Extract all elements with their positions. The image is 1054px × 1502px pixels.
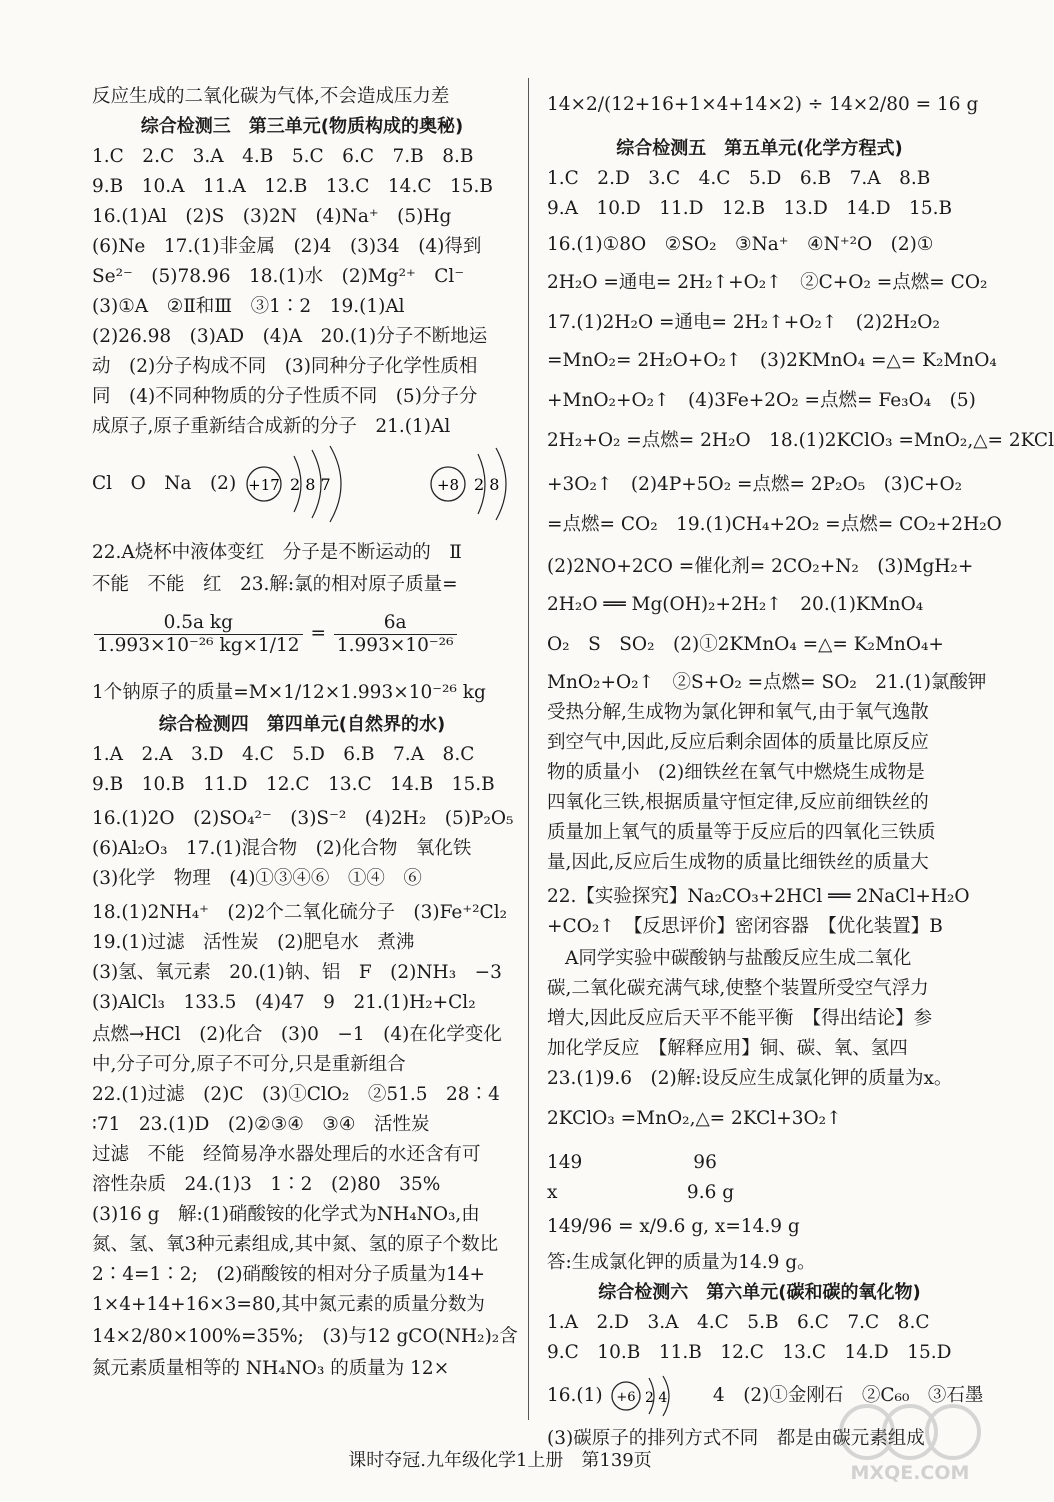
answer-line: 同 (4)不同种物质的分子性质不同 (5)分子分 [92, 386, 478, 407]
answer-line: =MnO₂= 2H₂O+O₂↑ (3)2KMnO₄ =△= K₂MnO₄ [547, 350, 997, 371]
answer-line: 四氧化三铁,根据质量守恒定律,反应前细铁丝的 [547, 792, 929, 813]
answer-line: 氮元素质量相等的 NH₄NO₃ 的质量为 12× [92, 1358, 450, 1379]
answer-line: 19.(1)过滤 活性炭 (2)肥皂水 煮沸 [92, 932, 415, 953]
answer-line: 1.A 2.A 3.D 4.C 5.D 6.B 7.A 8.C [92, 744, 475, 765]
answer-line: 2H₂O ══ Mg(OH)₂+2H₂↑ 20.(1)KMnO₄ [547, 594, 924, 615]
answer-line: 16.(1)①8O ②SO₂ ③Na⁺ ④N⁺²O (2)① [547, 234, 934, 255]
answer-line: 中,分子可分,原子不可分,只是重新组合 [92, 1054, 406, 1075]
nucleus-charge: +6 [615, 1390, 636, 1405]
answer-line: 22.【实验探究】Na₂CO₃+2HCl ══ 2NaCl+H₂O [547, 886, 970, 907]
answer-line: +CO₂↑ 【反思评价】密闭容器 【优化装置】B [547, 916, 943, 937]
oxygen-atom-diagram [426, 444, 546, 524]
answer-line: O₂ S SO₂ (2)①2KMnO₄ =△= K₂MnO₄+ [547, 634, 944, 655]
answer-line: 1×4+14+16×3=80,其中氮元素的质量分数为 [92, 1294, 485, 1315]
answer-line: 1.C 2.D 3.C 4.C 5.D 6.B 7.A 8.B [547, 168, 931, 189]
equation-line: 149 96 [547, 1152, 717, 1173]
fraction-denominator: 1.993×10⁻²⁶ kg×1/12 [97, 634, 300, 656]
fraction-numerator: 6a [334, 612, 457, 635]
answer-line: (2)26.98 (3)AD (4)A 20.(1)分子不断地运 [92, 326, 488, 347]
answer-line: (3)化学 物理 (4)①③④⑥ ①④ ⑥ [92, 868, 422, 889]
answer-line: 22.A烧杯中液体变红 分子是不断运动的 Ⅱ [92, 542, 462, 563]
watermark-emblem-icon [835, 1400, 985, 1464]
section-heading: 综合检测三 第三单元(物质构成的奥秘) [140, 116, 464, 137]
answer-line: 动 (2)分子构成不同 (3)同种分子化学性质相 [92, 356, 478, 377]
fraction [334, 612, 457, 657]
answer-line: 17.(1)2H₂O =通电= 2H₂↑+O₂↑ (2)2H₂O₂ [547, 312, 940, 333]
answer-line: 1.C 2.C 3.A 4.B 5.C 6.C 7.B 8.B [92, 146, 474, 167]
answer-line: 2∶4=1∶2; (2)硝酸铵的相对分子质量为14+ [92, 1264, 486, 1285]
fraction-numerator: 0.5a kg [94, 612, 303, 635]
answer-line: 22.(1)过滤 (2)C (3)①ClO₂ ②51.5 28∶4 [92, 1084, 500, 1105]
answer-line: Se²⁻ (5)78.96 18.(1)水 (2)Mg²⁺ Cl⁻ [92, 266, 465, 287]
answer-text: 4 (2)①金刚石 ②C₆₀ ③石墨 [694, 1385, 984, 1406]
answer-line: 1个钠原子的质量=M×1/12×1.993×10⁻²⁶ kg [92, 682, 486, 703]
answer-line: 9.A 10.D 11.D 12.B 13.D 14.D 15.B [547, 198, 953, 219]
section-heading: 综合检测六 第六单元(碳和碳的氧化物) [598, 1282, 921, 1303]
equation-line: x 9.6 g [547, 1182, 735, 1203]
answer-line: 质量加上氧气的质量等于反应后的四氧化三铁质 [547, 822, 936, 843]
answer-line: (3)①A ②Ⅱ和Ⅲ ③1∶2 19.(1)Al [92, 296, 405, 317]
question-number: 16.(1) [547, 1385, 603, 1406]
answer-line: 1.A 2.D 3.A 4.C 5.B 6.C 7.C 8.C [547, 1312, 930, 1333]
section-heading: 综合检测四 第四单元(自然界的水) [158, 714, 446, 735]
answer-line: (6)Al₂O₃ 17.(1)混合物 (2)化合物 氧化铁 [92, 838, 472, 859]
answer-line: 物的质量小 (2)细铁丝在氧气中燃烧生成物是 [547, 762, 925, 783]
equals-sign: = [310, 623, 326, 644]
answer-line: 溶性杂质 24.(1)3 1∶2 (2)80 35% [92, 1174, 441, 1195]
answer-line: 不能 不能 红 23.解:氯的相对原子质量= [92, 574, 458, 595]
answer-line: 量,因此,反应后生成物的质量比细铁丝的质量大 [547, 852, 929, 873]
element-list: Cl O Na (2) [92, 473, 237, 494]
answer-line: 14×2/80×100%=35%; (3)与12 gCO(NH₂)₂含 [92, 1326, 518, 1347]
answer-line: (3)16 g 解:(1)硝酸铵的化学式为NH₄NO₃,由 [92, 1204, 480, 1225]
answer-line: (3)氢、氧元素 20.(1)钠、铝 F (2)NH₃ −3 [92, 962, 502, 983]
text-line: 反应生成的二氧化碳为气体,不会造成压力差 [92, 86, 450, 107]
column-divider [528, 78, 529, 1420]
answer-line: 碳,二氧化碳充满气球,使整个装置所受空气浮力 [547, 978, 929, 999]
answer-line: 9.B 10.A 11.A 12.B 13.C 14.C 15.B [92, 176, 493, 197]
mass-fraction-equation [92, 602, 512, 666]
answer-line: 氮、氢、氧3种元素组成,其中氮、氢的原子个数比 [92, 1234, 499, 1255]
electron-counts: 2 8 [473, 475, 500, 494]
answer-line: (3)AlCl₃ 133.5 (4)47 9 21.(1)H₂+Cl₂ [92, 992, 476, 1013]
carbon-atom-diagram [609, 1374, 689, 1418]
answer-line: 加化学反应 【解释应用】铜、碳、氧、氢四 [547, 1038, 908, 1059]
answer-line: 2H₂+O₂ =点燃= 2H₂O 18.(1)2KClO₃ =MnO₂,△= 2KCl [547, 430, 1054, 451]
answer-line: =点燃= CO₂ 19.(1)CH₄+2O₂ =点燃= CO₂+2H₂O [547, 514, 1002, 535]
right-column [547, 82, 1054, 1449]
electron-shell-arc [330, 446, 341, 522]
answer-line: 9.B 10.B 11.D 12.C 13.C 14.B 15.B [92, 774, 495, 795]
answer-line: 16.(1)2O (2)SO₄²⁻ (3)S⁻² (4)2H₂ (5)P₂O₅ [92, 808, 514, 829]
nucleus-charge: +17 [248, 476, 280, 494]
chlorine-atom-diagram [242, 444, 392, 524]
answer-line: 过滤 不能 经简易净水器处理后的水还含有可 [92, 1144, 481, 1165]
answer-line: 答:生成氯化钾的质量为14.9 g。 [547, 1252, 816, 1273]
answer-line: 9.C 10.B 11.B 12.C 13.C 14.D 15.D [547, 1342, 952, 1363]
left-column [92, 82, 518, 1420]
answer-line: MnO₂+O₂↑ ②S+O₂ =点燃= SO₂ 21.(1)氯酸钾 [547, 672, 987, 693]
answer-line: (3)碳原子的排列方式不同 都是由碳元素组成 [547, 1428, 925, 1449]
answer-line: ∶71 23.(1)D (2)②③④ ③④ 活性炭 [92, 1114, 430, 1135]
answer-line: 成原子,原子重新结合成新的分子 21.(1)Al [92, 416, 451, 437]
answer-line: 18.(1)2NH₄⁺ (2)2个二氧化硫分子 (3)Fe⁺²Cl₂ [92, 902, 508, 923]
answer-line: 23.(1)9.6 (2)解:设反应生成氯化钾的质量为x。 [547, 1068, 953, 1089]
answer-line: 受热分解,生成物为氯化钾和氧气,由于氧气逸散 [547, 702, 929, 723]
answer-line: +MnO₂+O₂↑ (4)3Fe+2O₂ =点燃= Fe₃O₄ (5) [547, 390, 976, 411]
section-heading: 综合检测五 第五单元(化学方程式) [616, 138, 903, 159]
page-footer: 课时夺冠.九年级化学1上册 第139页 [348, 1450, 652, 1471]
answer-line: A同学实验中碳酸钠与盐酸反应生成二氧化 [565, 948, 912, 969]
answer-line: 到空气中,因此,反应后剩余固体的质量比原反应 [547, 732, 929, 753]
nucleus-charge: +8 [436, 476, 460, 494]
answer-line: 增大,因此反应后天平不能平衡 【得出结论】参 [547, 1008, 933, 1029]
answer-line: (2)2NO+2CO =催化剂= 2CO₂+N₂ (3)MgH₂+ [547, 556, 974, 577]
equation-line: 149/96 = x/9.6 g, x=14.9 g [547, 1216, 800, 1237]
answer-line: 2H₂O =通电= 2H₂↑+O₂↑ ②C+O₂ =点燃= CO₂ [547, 272, 988, 293]
electron-counts: 2 4 [644, 1390, 667, 1406]
electron-counts: 2 8 7 [290, 475, 331, 494]
atom-structure-line [92, 444, 512, 524]
fraction-denominator: 1.993×10⁻²⁶ [336, 634, 454, 656]
watermark-text: MXQE.COM [850, 1462, 970, 1484]
answer-line: 点燃→HCl (2)化合 (3)0 −1 (4)在化学变化 [92, 1024, 502, 1045]
answer-line: 16.(1)Al (2)S (3)2N (4)Na⁺ (5)Hg [92, 206, 452, 227]
fraction [94, 612, 303, 657]
answer-line: (6)Ne 17.(1)非金属 (2)4 (3)34 (4)得到 [92, 236, 482, 257]
answer-line: +3O₂↑ (2)4P+5O₂ =点燃= 2P₂O₅ (3)C+O₂ [547, 474, 963, 495]
equation-line: 2KClO₃ =MnO₂,△= 2KCl+3O₂↑ [547, 1108, 842, 1129]
watermark-logo [835, 1400, 985, 1490]
answer-line: 14×2/(12+16+1×4+14×2) ÷ 14×2/80 = 16 g [547, 94, 979, 115]
